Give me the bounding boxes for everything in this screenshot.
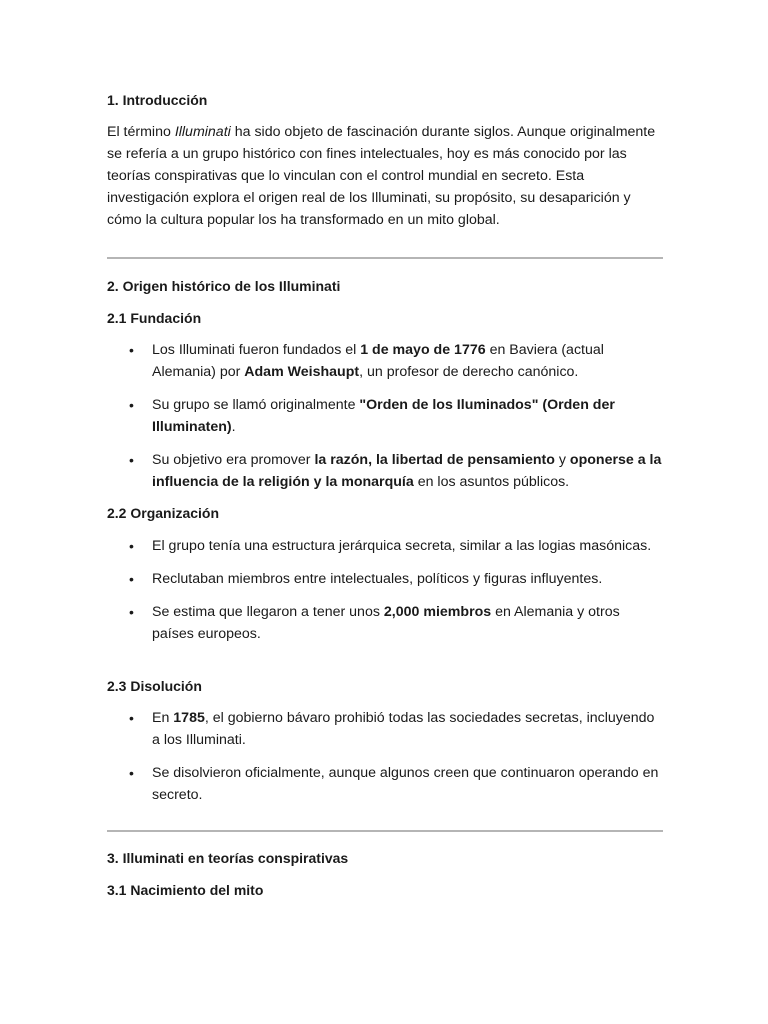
list-item-text: Se estima que llegaron a tener unos	[152, 604, 384, 620]
subsection-heading-fundacion: 2.1 Fundación	[107, 310, 202, 326]
list-item-text: Su grupo se llamó originalmente	[152, 397, 360, 413]
intro-text-2: ha sido objeto de fascinación durante siglos. Aunque originalmente se refería a un grupo histórico con fines intelectuales, hoy es más conocido por las teorías conspirativas que lo vinculan con el control mundial en secreto. Esta investigación explora el origen real de los Illuminati, su propósito, su desaparición y cómo la cultura popular los ha transformado en un mito global.	[107, 124, 656, 228]
subsection-heading-organizacion: 2.2 Organización	[107, 505, 220, 521]
list-item	[107, 568, 663, 590]
bullet-icon: •	[129, 765, 134, 781]
list-item-text: en Baviera (actual Alemania) por	[152, 342, 604, 380]
list-item	[107, 707, 663, 751]
subsection-heading-nacimiento: 3.1 Nacimiento del mito	[107, 882, 264, 898]
list-item-bold: 1785	[173, 710, 205, 726]
list-item-text: y	[554, 452, 570, 468]
subsection-heading-disolucion: 2.3 Disolución	[107, 678, 202, 694]
list-item-text: Los Illuminati fueron fundados el	[152, 342, 361, 358]
section-divider-1	[107, 257, 663, 259]
section-heading-introduccion: 1. Introducción	[107, 92, 208, 108]
bullet-icon: •	[129, 571, 134, 587]
intro-text-1: El término	[107, 124, 175, 140]
list-item	[107, 535, 663, 557]
list-item-text: Su objetivo era promover	[152, 452, 315, 468]
bullet-icon: •	[129, 710, 134, 726]
bullet-icon: •	[129, 397, 134, 413]
bullet-icon: •	[129, 342, 134, 358]
bullet-icon: •	[129, 538, 134, 554]
list-item	[107, 339, 663, 383]
list-item	[107, 394, 663, 438]
disolucion-list	[107, 707, 663, 806]
intro-paragraph	[107, 121, 663, 231]
section-heading-teorias: 3. Illuminati en teorías conspirativas	[107, 850, 349, 866]
list-item-bold: oponerse a la influencia de la religión y la monarquía	[152, 452, 662, 490]
bullet-icon: •	[129, 604, 134, 620]
section-heading-origen: 2. Origen histórico de los Illuminati	[107, 278, 341, 294]
list-item	[107, 601, 663, 645]
list-item-text: , el gobierno bávaro prohibió todas las sociedades secretas, incluyendo a los Illuminati.	[152, 710, 655, 748]
list-item	[107, 762, 663, 806]
list-item-text: Se disolvieron oficialmente, aunque algunos creen que continuaron operando en secreto.	[152, 765, 659, 803]
list-item-bold: la razón, la libertad de pensamiento	[314, 452, 555, 468]
bullet-icon: •	[129, 452, 134, 468]
list-item-text: .	[231, 419, 236, 435]
section-divider-2	[107, 830, 663, 832]
intro-term-illuminati: Illuminati	[174, 124, 231, 140]
organizacion-list	[107, 535, 663, 645]
list-item-text: El grupo tenía una estructura jerárquica secreta, similar a las logias masónicas.	[152, 538, 652, 554]
list-item-text: , un profesor de derecho canónico.	[359, 364, 579, 380]
list-item-bold: Adam Weishaupt	[244, 364, 360, 380]
list-item	[107, 449, 663, 493]
list-item-bold: 2,000 miembros	[383, 604, 492, 620]
list-item-bold: 1 de mayo de 1776	[360, 342, 486, 358]
list-item-text: Reclutaban miembros entre intelectuales, políticos y figuras influyentes.	[152, 571, 603, 587]
list-item-text: En	[152, 710, 174, 726]
list-item-bold: "Orden de los Iluminados" (Orden der Illuminaten)	[152, 397, 615, 435]
list-item-text: en Alemania y otros países europeos.	[152, 604, 620, 642]
list-item-text: en los asuntos públicos.	[413, 474, 570, 490]
fundacion-list	[107, 339, 663, 493]
